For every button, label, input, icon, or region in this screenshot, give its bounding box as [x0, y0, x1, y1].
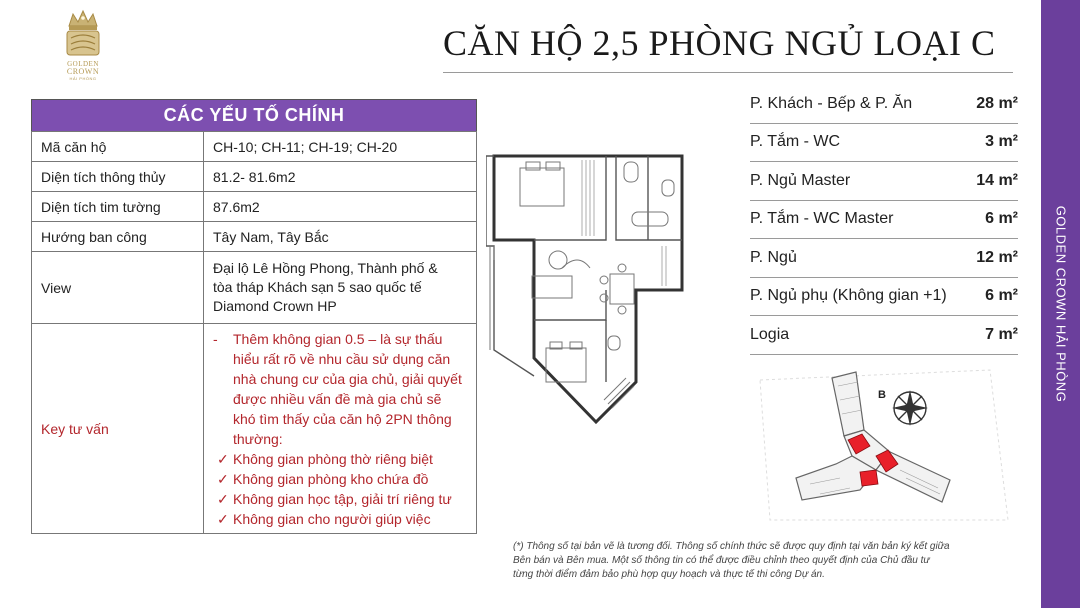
- row-label-advice: Key tư vấn: [32, 324, 204, 534]
- table-row: [32, 192, 477, 222]
- logo-line-1: GOLDEN: [67, 60, 99, 68]
- room-name: P. Tắm - WC: [750, 133, 841, 151]
- check-icon: ✓: [217, 470, 229, 487]
- dash-marker: -: [213, 330, 218, 347]
- room-area: 6 m²: [985, 210, 1018, 228]
- crown-emblem-icon: [63, 8, 103, 60]
- logo-line-3: HẢI PHÒNG: [69, 76, 97, 81]
- floor-plan-drawing: [486, 150, 686, 430]
- room-area: 3 m²: [985, 133, 1018, 151]
- title-divider: [443, 72, 1013, 73]
- list-item: [750, 162, 1018, 201]
- room-area: 28 m²: [976, 94, 1018, 112]
- side-band-text: GOLDEN CROWN HẢI PHÒNG: [1053, 205, 1068, 403]
- compass-icon: [892, 390, 928, 426]
- view-line: tòa tháp Khách sạn 5 sao quốc tế: [213, 279, 422, 295]
- key-factors-table: [31, 99, 477, 534]
- table-row: [32, 222, 477, 252]
- room-name: P. Tắm - WC Master: [750, 210, 894, 228]
- room-area-list: [750, 85, 1018, 355]
- table-row: [32, 252, 477, 324]
- advice-item: Không gian phòng thờ riêng biệt: [233, 450, 433, 467]
- advice-item: Không gian học tập, giải trí riêng tư: [233, 490, 452, 507]
- compass-north-label: B: [878, 389, 886, 401]
- room-area: 14 m²: [976, 171, 1018, 189]
- tower-site-map: [740, 360, 1020, 525]
- list-item: [750, 85, 1018, 124]
- list-item: [750, 316, 1018, 355]
- row-label-view: View: [32, 252, 204, 324]
- side-band: [1041, 0, 1080, 608]
- page-title: CĂN HỘ 2,5 PHÒNG NGỦ LOẠI C: [443, 23, 996, 63]
- list-item: [213, 449, 467, 469]
- view-line: Diamond Crown HP: [213, 298, 337, 314]
- table-row: [32, 132, 477, 162]
- row-value-view: [204, 252, 477, 324]
- list-item: [750, 124, 1018, 163]
- table-row: [32, 324, 477, 534]
- advice-item: Không gian cho người giúp việc: [233, 510, 431, 527]
- view-line: Đại lộ Lê Hồng Phong, Thành phố &: [213, 260, 438, 276]
- list-item: [750, 239, 1018, 278]
- room-name: P. Ngủ: [750, 248, 797, 266]
- logo-line-2: CROWN: [66, 67, 100, 76]
- room-area: 12 m²: [976, 248, 1018, 266]
- list-item: [213, 469, 467, 489]
- list-item: [750, 278, 1018, 317]
- room-name: P. Ngủ Master: [750, 171, 851, 189]
- row-value-advice: [204, 324, 477, 534]
- room-name: P. Khách - Bếp & P. Ăn: [750, 94, 913, 112]
- check-icon: ✓: [217, 510, 229, 527]
- footnote-line: Bên bán và Bên mua. Một số thông tin có thể được điều chỉnh theo quyết định của Chủ đầu tư: [513, 555, 930, 566]
- row-value-unit-codes: CH-10; CH-11; CH-19; CH-20: [204, 132, 477, 162]
- table-header: CÁC YẾU TỐ CHÍNH: [32, 100, 477, 132]
- row-label-gross-area: Diện tích tim tường: [32, 192, 204, 222]
- row-label-net-area: Diện tích thông thủy: [32, 162, 204, 192]
- room-area: 6 m²: [985, 287, 1018, 305]
- row-value-net-area: 81.2- 81.6m2: [204, 162, 477, 192]
- room-name: Logia: [750, 325, 790, 343]
- advice-intro: Thêm không gian 0.5 – là sự thấu hiểu rất rõ về nhu cầu sử dụng căn nhà chung cư của gia chủ, giải quyết được nhiều vấn đề mà gia chủ sẽ khó tìm thấy của căn hộ 2PN thông thường:: [233, 330, 462, 447]
- list-item: [213, 489, 467, 509]
- footnote-line: từng thời điểm đảm bảo phù hợp quy hoạch và thực tế thi công Dự án.: [513, 569, 825, 580]
- advice-item: Không gian phòng kho chứa đồ: [233, 470, 429, 487]
- room-name: P. Ngủ phụ (Không gian +1): [750, 287, 947, 305]
- check-icon: ✓: [217, 490, 229, 507]
- room-area: 7 m²: [985, 325, 1018, 343]
- list-item: [750, 201, 1018, 240]
- golden-crown-logo: [52, 8, 114, 92]
- row-label-balcony-direction: Hướng ban công: [32, 222, 204, 252]
- list-item: [213, 509, 467, 529]
- row-value-balcony-direction: Tây Nam, Tây Bắc: [204, 222, 477, 252]
- check-icon: ✓: [217, 450, 229, 467]
- footnote: [513, 540, 1013, 582]
- row-value-gross-area: 87.6m2: [204, 192, 477, 222]
- table-row: [32, 162, 477, 192]
- row-label-unit-codes: Mã căn hộ: [32, 132, 204, 162]
- footnote-line: (*) Thông số tại bản vẽ là tương đối. Thông số chính thức sẽ được quy định tại văn bản ký kết giữa: [513, 541, 950, 552]
